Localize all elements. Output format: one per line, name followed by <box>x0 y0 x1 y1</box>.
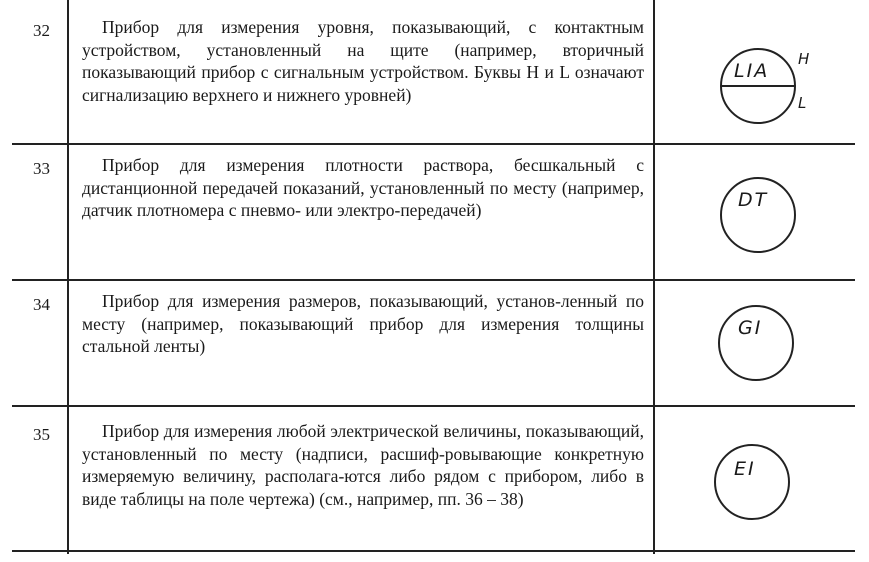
row-number: 34 <box>33 295 50 314</box>
table-bottom-border <box>12 550 855 552</box>
row-description: Прибор для измерения размеров, показывающий, установ-ленный по месту (например, показывающий прибор для измерения толщины стальной ленты) <box>82 291 644 356</box>
instrument-code: EI <box>734 458 756 480</box>
low-level-mark: L <box>798 94 807 112</box>
instrument-symbol <box>720 177 800 257</box>
row-description: Прибор для измерения уровня, показывающий, с контактным устройством, установленный на щите (например, вторичный показывающий прибор с сигнальным устройством. Буквы H и L означают сигнализацию верхнего и нижнего уровней) <box>82 17 644 105</box>
row-description: Прибор для измерения плотности раствора, бесшкальный с дистанционной передачей показаний, установленный по месту (например, датчик плотномера с пневмо- или электро-передачей) <box>82 155 644 220</box>
row-divider <box>12 279 855 281</box>
instrument-symbol <box>714 444 794 524</box>
row-number: 33 <box>33 159 50 178</box>
row-number: 32 <box>33 21 50 40</box>
panel-mount-line <box>722 85 794 87</box>
row-description: Прибор для измерения любой электрической величины, показывающий, установленный по месту (надписи, расшиф-ровывающие конкретную измеряемую величину, располага-ются либо рядом с прибором, либо в виде таблицы на поле чертежа) (см., например, пп. 36 – 38) <box>82 421 644 509</box>
row-number: 35 <box>33 425 50 444</box>
row-divider <box>12 143 855 145</box>
column-divider-number <box>67 0 69 554</box>
instrument-code: DT <box>738 189 769 211</box>
instrument-symbol <box>718 305 798 385</box>
instrument-code: GI <box>738 317 763 339</box>
high-level-mark: H <box>798 50 810 68</box>
instrument-code: LIA <box>734 60 770 82</box>
row-divider <box>12 405 855 407</box>
instrument-circle <box>714 444 790 520</box>
instrument-symbol <box>720 48 830 128</box>
column-divider-symbol <box>653 0 655 554</box>
